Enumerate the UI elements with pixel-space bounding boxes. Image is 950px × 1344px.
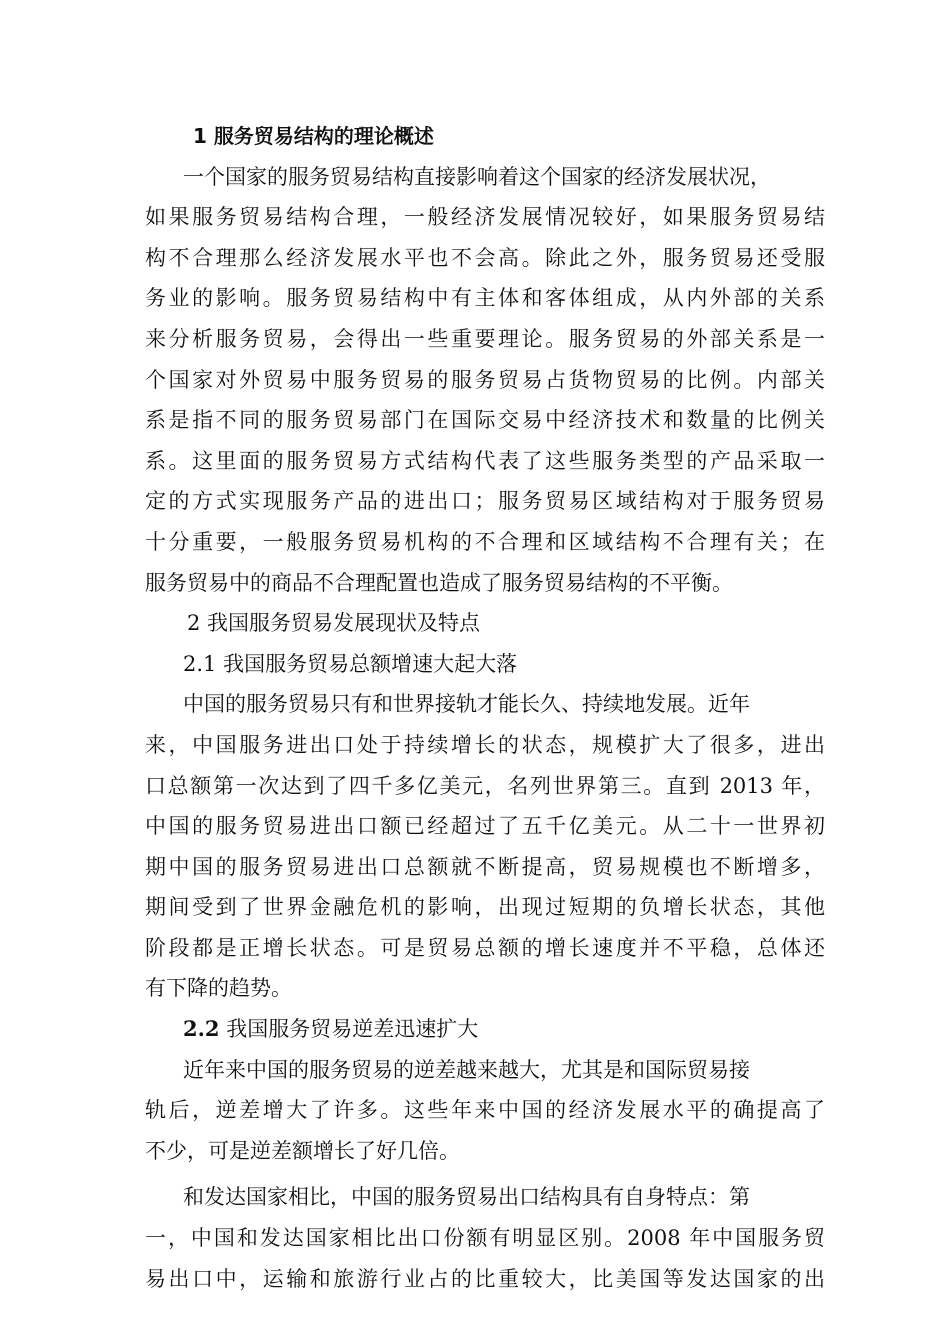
section-2-1-paragraph bbox=[145, 684, 825, 1009]
paragraph-line: 服务贸易中的商品不合理配置也造成了服务贸易结构的不平衡。 bbox=[145, 570, 733, 595]
paragraph-line: 近年来中国的服务贸易的逆差越来越大，尤其是和国际贸易接 bbox=[183, 1057, 750, 1082]
paragraph-line: 务业的影响。服务贸易结构中有主体和客体组成，从内外部的关系 bbox=[145, 286, 825, 311]
paragraph-line: 来，中国服务进出口处于持续增长的状态，规模扩大了很多，进出 bbox=[145, 732, 825, 757]
section-2-2-number: 2.2 bbox=[183, 1016, 220, 1042]
paragraph-line: 十分重要，一般服务贸易机构的不合理和区域结构不合理有关；在 bbox=[145, 529, 825, 554]
paragraph-line: 中国的服务贸易进出口额已经超过了五千亿美元。从二十一世界初 bbox=[145, 814, 825, 839]
paragraph-line: 系是指不同的服务贸易部门在国际交易中经济技术和数量的比例关 bbox=[145, 408, 825, 433]
paragraph-line: 和发达国家相比，中国的服务贸易出口结构具有自身特点：第 bbox=[183, 1185, 750, 1210]
paragraph-line: 如果服务贸易结构合理，一般经济发展情况较好，如果服务贸易结 bbox=[145, 205, 825, 230]
paragraph-line: 构不合理那么经济发展水平也不会高。除此之外，服务贸易还受服 bbox=[145, 245, 825, 270]
paragraph-line: 有下降的趋势。 bbox=[145, 976, 292, 1001]
paragraph-line: 定的方式实现服务产品的进出口；服务贸易区域结构对于服务贸易 bbox=[145, 489, 825, 514]
section-1-heading: 1 服务贸易结构的理论概述 bbox=[193, 124, 434, 148]
section-2-2-paragraph-1 bbox=[145, 1050, 825, 1172]
section-2-1-heading: 2.1 我国服务贸易总额增速大起大落 bbox=[183, 651, 518, 676]
section-2-2-title: 我国服务贸易逆差迅速扩大 bbox=[219, 1017, 479, 1042]
paragraph-line: 口总额第一次达到了四千多亿美元，名列世界第三。直到 2013 年， bbox=[145, 773, 825, 798]
paragraph-line: 易出口中，运输和旅游行业占的比重较大，比美国等发达国家的出 bbox=[145, 1266, 825, 1291]
paragraph-line: 系。这里面的服务贸易方式结构代表了这些服务类型的产品采取一 bbox=[145, 448, 825, 473]
paragraph-line: 轨后，逆差增大了许多。这些年来中国的经济发展水平的确提高了 bbox=[145, 1098, 825, 1123]
section-2-2-heading bbox=[145, 1009, 825, 1050]
paragraph-line: 期间受到了世界金融危机的影响，出现过短期的负增长状态，其他 bbox=[145, 895, 825, 920]
paragraph-line: 来分析服务贸易，会得出一些重要理论。服务贸易的外部关系是一 bbox=[145, 326, 825, 351]
section-2-2-paragraph-2 bbox=[145, 1177, 825, 1299]
paragraph-line: 中国的服务贸易只有和世界接轨才能长久、持续地发展。近年 bbox=[183, 692, 750, 717]
paragraph-line: 一个国家的服务贸易结构直接影响着这个国家的经济发展状况， bbox=[183, 164, 771, 189]
paragraph-line: 阶段都是正增长状态。可是贸易总额的增长速度并不平稳，总体还 bbox=[145, 935, 825, 960]
paragraph-line: 期中国的服务贸易进出口总额就不断提高，贸易规模也不断增多， bbox=[145, 854, 825, 879]
paragraph-line: 不少，可是逆差额增长了好几倍。 bbox=[145, 1138, 460, 1163]
section-2-heading: 2 我国服务贸易发展现状及特点 bbox=[187, 611, 481, 636]
section-1-paragraph bbox=[145, 157, 825, 604]
paragraph-line: 个国家对外贸易中服务贸易的服务贸易占货物贸易的比例。内部关 bbox=[145, 367, 825, 392]
paragraph-line: 一，中国和发达国家相比出口份额有明显区别。2008 年中国服务贸 bbox=[145, 1226, 825, 1251]
text-column bbox=[145, 116, 825, 1299]
